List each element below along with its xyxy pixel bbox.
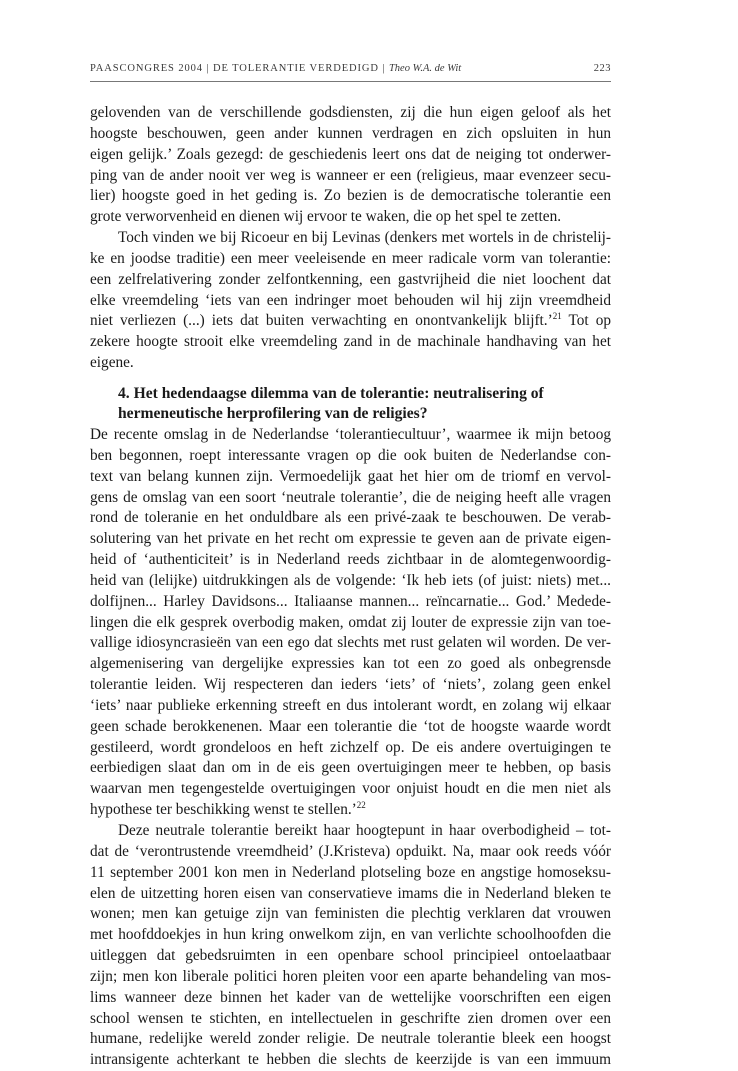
body-text [90, 103, 611, 1071]
footnote-ref-21[interactable]: 21 [552, 311, 562, 322]
text-line: eerbiedigen slaat dan om in de eis geen overtuigingen meer te hebben, op basis [90, 759, 611, 777]
text-line: ben begonnen, roept interessante vragen op die ook buiten de Nederlandse con- [90, 446, 611, 464]
text-line: elke vreemdeling ‘iets van een indringer moet behouden wil hij zijn vreemdheid [90, 291, 611, 309]
text-line: 11 september 2001 kon men in Nederland plotseling boze en angstige homoseksu- [90, 863, 611, 881]
text-line: solutering van het private en het recht om expressie te geven aan de private eigen- [90, 530, 611, 548]
text-line: ‘iets’ naar publieke erkenning streeft en dus intolerant wordt, en zolang wij elkaar [90, 696, 611, 714]
text-line: dat de ‘verontrustende vreemdheid’ (J.Kristeva) opduikt. Na, maar ook reeds vóór [90, 842, 611, 860]
running-header-author: Theo W.A. de Wit [388, 63, 462, 74]
text-line: vallige idiosyncrasieën van een ego dat slechts met rust gelaten wil worden. De ver- [90, 634, 611, 652]
text-line: zekere hoogte strooit elke vreemdeling zand in de machinale handhaving van het [90, 333, 611, 351]
text-line: ke en joodse traditie) een meer veeleisende en meer radicale vorm van tolerantie: [90, 249, 611, 267]
text-line: rond de toleranie en het onduldbare als een privé-zaak te beschouwen. De verab- [90, 509, 611, 527]
text-line: grote verworvenheid en dienen wij ervoor te waken, die op het spel te zetten. [90, 208, 562, 226]
text-line: text van belang kunnen zijn. Vermoedelijk gaat het hier om de triomf en vervol- [90, 467, 611, 485]
text-line: dolfijnen... Harley Davidsons... Italiaanse mannen... reïncarnatie... God.’ Medede- [90, 592, 611, 610]
text-line-with-footnote: hypothese ter beschikking wenst te stellen.’$^{22}$ [90, 800, 366, 819]
text-line: heid van (lelijke) uitdrukkingen als de volgende: ‘Ik heb iets (of juist: niets) met... [90, 571, 611, 589]
running-header-title: PAASCONGRES 2004 | DE TOLERANTIE VERDEDIGD | Theo W.A. de Wit [90, 63, 462, 74]
text-line: humane, redelijke wereld zonder religie. De neutrale tolerantie bleek een hoogst [90, 1030, 611, 1048]
text-line: elen de uitzetting horen eisen van conservatieve imams die in Nederland bleken te [90, 884, 611, 902]
text-line: De recente omslag in de Nederlandse ‘tolerantiecultuur’, waarmee ik mijn betoog [90, 425, 611, 443]
text-line: intransigente achterkant te hebben die slechts de keerzijde is van een immuum [90, 1051, 611, 1069]
text-line: gelovenden van de verschillende godsdiensten, zij die hun eigen geloof als het [90, 104, 611, 121]
text-line: eigene. [90, 354, 134, 372]
text-line: hoogste beschouwen, geen ander kunnen verdragen en zich opsluiten in hun [90, 124, 611, 142]
text-line: Toch vinden we bij Ricoeur en bij Levinas (denkers met wortels in de christelij- [118, 229, 611, 247]
text-line: een zelfrelativering zonder zelfontkenning, een gastvrijheid die niet loochent dat [90, 270, 611, 288]
text-line: met hoofddoekjes in hun kring onwelkom zijn, en van verlichte schoolhoofden die [90, 926, 611, 944]
text-line: heid of ‘authenticiteit’ is in Nederland reeds zichtbaar in de alomtegenwoordig- [90, 551, 611, 569]
text-line: Deze neutrale tolerantie bereikt haar hoogtepunt in haar overbodigheid – tot- [118, 822, 611, 839]
text-line: school wensen te stichten, en intellectuelen in geschrifte zien dromen over een [90, 1009, 611, 1027]
text-line: lingen die elk gesprek overbodig maken, omdat zij louter de expressie zijn van toe- [90, 613, 611, 631]
paragraph-3 [90, 425, 611, 821]
text-line: tolerantie leiden. Wij respecteren dan ieders ‘iets’ of ‘niets’, zolang geen enkel [90, 676, 611, 694]
text-line: eigen gelijk.’ Zoals gezegd: de geschiedenis leert ons dat de neiging tot onderwer- [90, 145, 611, 163]
text-line: algemenisering van dergelijke expressies kan tot een zo goed als onbegrensde [90, 655, 611, 673]
paragraph-2 [90, 228, 611, 374]
text-line: lims wanneer deze binnen het kader van de wettelijke voorschriften een eigen [90, 988, 611, 1006]
footnote-ref-22[interactable]: 22 [356, 800, 366, 811]
text-line: wonen; men kan getuige zijn van feministen die plechtig verklaren dat vrouwen [90, 905, 611, 923]
header-rule [90, 81, 611, 82]
section-heading [90, 384, 611, 425]
text-line: waarvan men tegengestelde overtuigingen voor onjuist houdt en die men niet als [90, 780, 611, 798]
paragraph-1 [90, 103, 611, 228]
text-line: geen schade berokkenenen. Maar een tolerantie die ‘tot de hoogste waarde wordt [90, 717, 611, 735]
text-line: ping van de ander nooit ver weg is wanneer er een (religieus, maar evenzeer secu- [90, 166, 611, 184]
text-line: gens de omslag van een soort ‘neutrale tolerantie’, die de neiging heeft alle vragen [90, 488, 611, 506]
paragraph-4 [90, 821, 611, 1071]
text-line: uitleggen dat gebedsruimten in een openbare school principieel ontoelaatbaar [90, 947, 611, 965]
text-line-with-footnote: niet verliezen (...) iets dat buiten verwachting en onontvankelijk blijft.’$^{21}$ Tot op [90, 311, 612, 330]
text-line: gestileerd, wordt grondeloos en heft zichzelf op. De eis andere overtuigingen te [90, 738, 611, 756]
text-line: lier) hoogste goed in het geding is. Zo bezien is de democratische tolerantie een [90, 187, 611, 205]
page-number: 223 [593, 63, 611, 74]
heading-line: hermeneutische herprofilering van de religies? [118, 405, 428, 423]
text-line: zijn; men kon liberale politici horen pleiten voor een aparte behandeling van mos- [90, 967, 611, 985]
running-header [90, 63, 611, 79]
heading-line: 4. Het hedendaagse dilemma van de tolerantie: neutralisering of [118, 384, 544, 402]
